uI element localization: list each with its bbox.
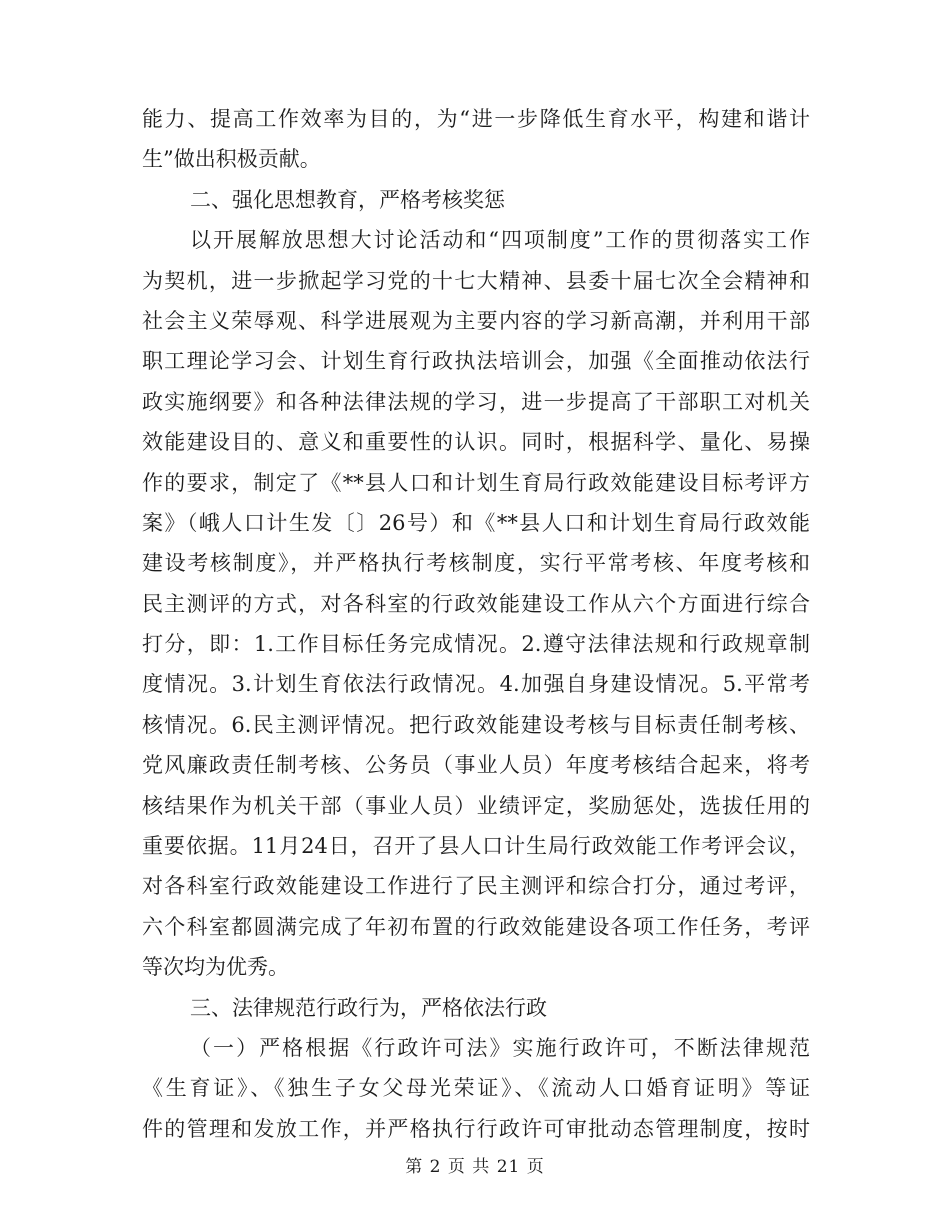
text-line: 度情况。3.计划生育依法行政情况。4.加强自身建设情况。5.平常考 bbox=[142, 672, 810, 697]
text-line: （一）严格根据《行政许可法》实施行政许可，不断法律规范 bbox=[190, 1035, 810, 1060]
text-line: 核情况。6.民主测评情况。把行政效能建设考核与目标责任制考核、 bbox=[142, 712, 810, 737]
text-line: 职工理论学习会、计划生育行政执法培训会，加强《全面推动依法行 bbox=[142, 349, 810, 374]
text-line: 社会主义荣辱观、科学进展观为主要内容的学习新高潮，并利用干部 bbox=[142, 308, 810, 333]
text-line: 政实施纲要》和各种法律法规的学习，进一步提高了干部职工对机关 bbox=[142, 389, 810, 414]
text-line: 效能建设目的、意义和重要性的认识。同时，根据科学、量化、易操 bbox=[142, 430, 810, 455]
text-line: 党风廉政责任制考核、公务员（事业人员）年度考核结合起来，将考 bbox=[142, 753, 810, 778]
text-line: 以开展解放思想大讨论活动和“四项制度”工作的贯彻落实工作 bbox=[190, 228, 810, 253]
section-heading: 三、法律规范行政行为，严格依法行政 bbox=[190, 995, 547, 1020]
page-number-footer: 第 2 页 共 21 页 bbox=[405, 1157, 545, 1177]
text-line: 案》（峨人口计生发〔〕26号）和《**县人口和计划生育局行政效能 bbox=[142, 510, 810, 535]
text-line: 重要依据。11月24日，召开了县人口计生局行政效能工作考评会议， bbox=[142, 834, 810, 859]
text-line: 等次均为优秀。 bbox=[142, 955, 289, 980]
text-line: 能力、提高工作效率为目的，为“进一步降低生育水平，构建和谐计 bbox=[142, 107, 810, 131]
text-line: 建设考核制度》，并严格执行考核制度，实行平常考核、年度考核和 bbox=[142, 551, 810, 576]
text-line: 《生育证》、《独生子女父母光荣证》、《流动人口婚育证明》等证 bbox=[142, 1076, 810, 1101]
text-line: 打分，即：1.工作目标任务完成情况。2.遵守法律法规和行政规章制 bbox=[142, 632, 810, 657]
text-line: 件的管理和发放工作，并严格执行行政许可审批动态管理制度，按时 bbox=[142, 1116, 810, 1141]
text-line: 作的要求，制定了《**县人口和计划生育局行政效能建设目标考评方 bbox=[142, 470, 810, 495]
text-line: 生”做出积极贡献。 bbox=[142, 147, 321, 172]
document-body bbox=[142, 99, 810, 1149]
text-line: 对各科室行政效能建设工作进行了民主测评和综合打分，通过考评， bbox=[142, 874, 810, 899]
text-line: 民主测评的方式，对各科室的行政效能建设工作从六个方面进行综合 bbox=[142, 591, 810, 616]
text-line: 六个科室都圆满完成了年初布置的行政效能建设各项工作任务，考评 bbox=[142, 914, 810, 939]
text-line: 核结果作为机关干部（事业人员）业绩评定，奖励惩处，选拔任用的 bbox=[142, 793, 810, 818]
text-line: 为契机，进一步掀起学习党的十七大精神、县委十届七次全会精神和 bbox=[142, 268, 810, 293]
section-heading: 二、强化思想教育，严格考核奖惩 bbox=[190, 187, 505, 212]
